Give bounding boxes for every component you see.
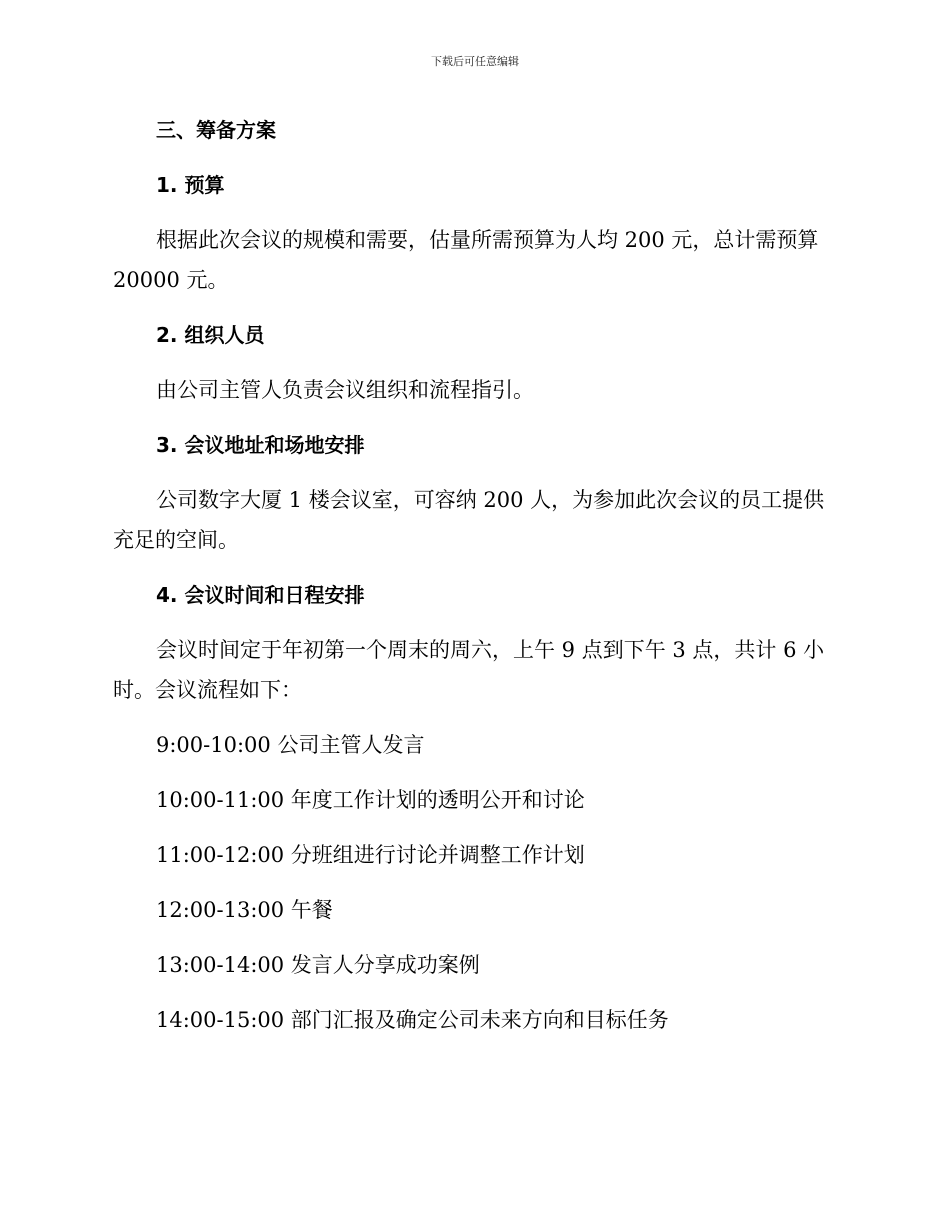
schedule-item: 14:00-15:00 部门汇报及确定公司未来方向和目标任务 [156, 1008, 669, 1032]
budget-heading: 1. 预算 [156, 173, 225, 197]
staff-paragraph: 由公司主管人负责会议组织和流程指引。 [156, 378, 534, 402]
section-title: 三、筹备方案 [156, 118, 276, 142]
staff-heading: 2. 组织人员 [156, 323, 265, 347]
venue-heading: 3. 会议地址和场地安排 [156, 433, 365, 457]
budget-paragraph-line-1: 根据此次会议的规模和需要，估量所需预算为人均 200 元，总计需预算 [156, 228, 819, 252]
schedule-paragraph-line-1: 会议时间定于年初第一个周末的周六，上午 9 点到下午 3 点，共计 6 小 [156, 638, 825, 662]
schedule-item: 12:00-13:00 午餐 [156, 898, 333, 922]
header-note: 下载后可任意编辑 [431, 55, 519, 68]
schedule-item: 10:00-11:00 年度工作计划的透明公开和讨论 [156, 788, 585, 812]
schedule-heading: 4. 会议时间和日程安排 [156, 583, 365, 607]
schedule-item: 9:00-10:00 公司主管人发言 [156, 733, 425, 757]
venue-paragraph-line-1: 公司数字大厦 1 楼会议室，可容纳 200 人，为参加此次会议的员工提供 [156, 488, 825, 512]
venue-paragraph-line-2: 充足的空间。 [113, 528, 239, 552]
schedule-item: 11:00-12:00 分班组进行讨论并调整工作计划 [156, 843, 585, 867]
schedule-item: 13:00-14:00 发言人分享成功案例 [156, 953, 480, 977]
schedule-paragraph-line-2: 时。会议流程如下： [113, 678, 302, 702]
document-body [113, 110, 833, 1040]
budget-paragraph-line-2: 20000 元。 [113, 268, 229, 292]
